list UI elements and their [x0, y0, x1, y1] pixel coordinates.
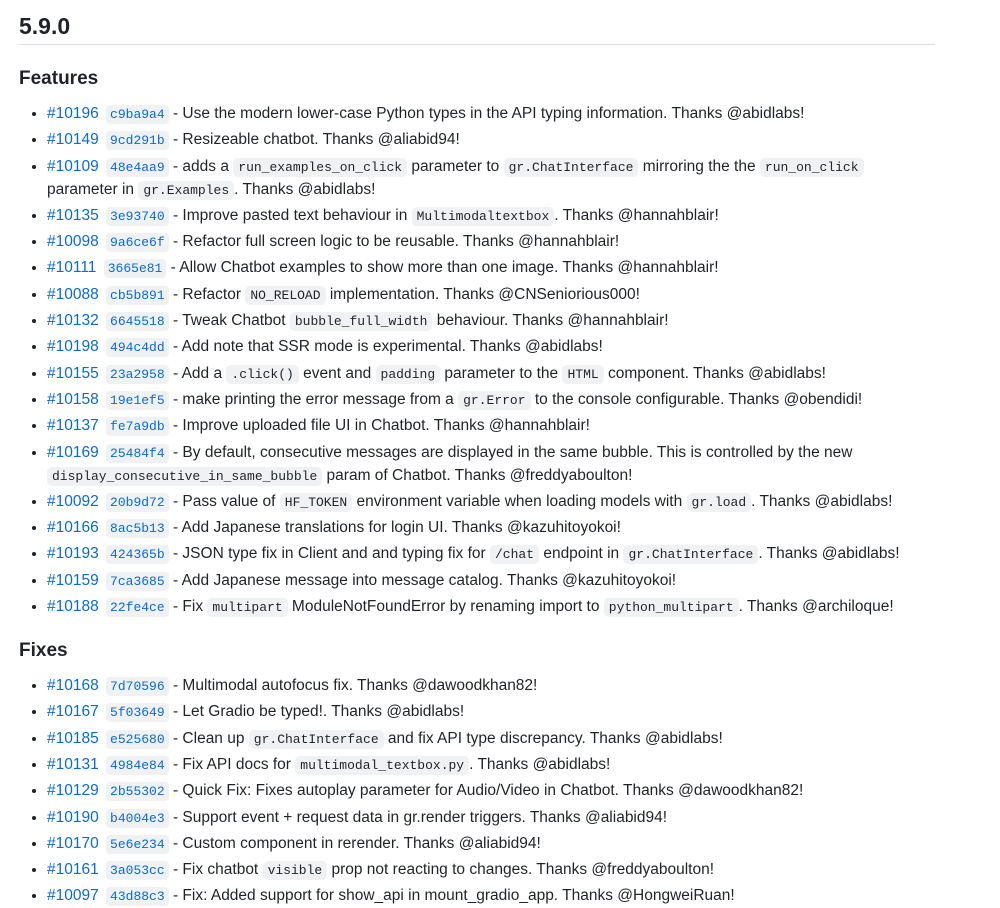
list-item: [47, 491, 1000, 514]
commit-link[interactable]: 4984e84: [106, 756, 169, 775]
inline-code: run_on_click: [760, 158, 864, 177]
item-text: parameter to the: [440, 364, 563, 382]
list-item: [47, 363, 1000, 386]
item-text: - Let Gradio be typed!. Thanks @abidlabs!: [168, 703, 465, 721]
item-text: environment variable when loading models with: [352, 492, 687, 510]
item-text: - Refactor full screen logic to be reusable. Thanks @hannahblair!: [168, 233, 620, 251]
inline-code: gr.ChatInterface: [623, 545, 758, 564]
commit-link[interactable]: 5f03649: [106, 703, 169, 722]
fixes-list: [19, 675, 1000, 908]
list-item: [47, 103, 1000, 126]
pr-link[interactable]: #10166: [47, 519, 99, 537]
inline-code: python_multipart: [604, 598, 739, 617]
list-item: [47, 675, 1000, 698]
list-item: [47, 807, 1000, 830]
pr-link[interactable]: #10092: [47, 492, 99, 510]
commit-link[interactable]: 2b55302: [106, 782, 169, 801]
item-text: endpoint in: [539, 545, 624, 563]
item-text: ModuleNotFoundError by renaming import to: [287, 598, 604, 616]
commit-link[interactable]: 8ac5b13: [106, 519, 169, 538]
commit-link[interactable]: 3665e81: [104, 259, 167, 278]
pr-link[interactable]: #10155: [47, 364, 99, 382]
item-text: . Thanks @abidlabs!: [751, 492, 893, 510]
list-item: [47, 336, 1000, 359]
item-text: - Add a: [168, 364, 227, 382]
features-heading: Features: [19, 68, 99, 89]
item-text: - Improve pasted text behaviour in: [168, 206, 412, 224]
item-text: mirroring the the: [638, 157, 760, 175]
list-item: [47, 442, 1000, 488]
item-text: - Support event + request data in gr.render triggers. Thanks @aliabid94!: [168, 808, 668, 826]
commit-link[interactable]: 7ca3685: [106, 572, 169, 591]
inline-code: multimodal_textbox.py: [295, 756, 469, 775]
pr-link[interactable]: #10098: [47, 233, 99, 251]
item-text: - Improve uploaded file UI in Chatbot. Thanks @hannahblair!: [168, 417, 590, 435]
inline-code: run_examples_on_click: [233, 158, 407, 177]
fixes-heading: Fixes: [19, 640, 68, 662]
features-list: [19, 103, 1000, 619]
pr-link[interactable]: #10131: [47, 755, 99, 773]
item-text: - Pass value of: [168, 492, 280, 510]
commit-link[interactable]: fe7a9db: [106, 417, 169, 436]
item-text: . Thanks @abidlabs!: [758, 545, 900, 563]
commit-link[interactable]: 9a6ce6f: [106, 233, 169, 252]
pr-link[interactable]: #10198: [47, 338, 99, 356]
commit-link[interactable]: c9ba9a4: [106, 105, 169, 124]
list-item: [47, 780, 1000, 803]
inline-code: multipart: [207, 598, 287, 617]
list-item: [47, 257, 1000, 280]
commit-link[interactable]: 3e93740: [106, 207, 169, 226]
inline-code: bubble_full_width: [290, 312, 433, 331]
inline-code: gr.Examples: [138, 181, 234, 200]
inline-code: /chat: [490, 545, 539, 564]
list-item: [47, 129, 1000, 152]
item-text: - Fix: [168, 598, 208, 616]
item-text: - Add note that SSR mode is experimental. Thanks @abidlabs!: [168, 338, 603, 356]
item-text: - Fix: Added support for show_api in mount_gradio_app. Thanks @HongweiRuan!: [168, 887, 735, 905]
item-text: - Clean up: [168, 729, 249, 747]
list-item: [47, 310, 1000, 333]
list-item: [47, 517, 1000, 540]
list-item: [47, 543, 1000, 566]
inline-code: padding: [376, 365, 441, 384]
pr-link[interactable]: #10111: [47, 259, 97, 277]
list-item: [47, 728, 1000, 751]
pr-link[interactable]: #10196: [47, 105, 99, 122]
item-text: - Add Japanese translations for login UI. Thanks @kazuhitoyokoi!: [168, 519, 621, 537]
item-text: - Custom component in rerender. Thanks @aliabid94!: [168, 834, 541, 852]
commit-link[interactable]: 19e1ef5: [106, 391, 169, 410]
list-item: [47, 570, 1000, 593]
pr-link[interactable]: #10097: [47, 887, 99, 905]
list-item: [47, 885, 1000, 908]
inline-code: HF_TOKEN: [280, 493, 352, 512]
item-text: - Tweak Chatbot: [168, 312, 290, 330]
inline-code: visible: [263, 861, 328, 880]
list-item: [47, 284, 1000, 307]
pr-link[interactable]: #10188: [47, 598, 99, 616]
item-text: . Thanks @hannahblair!: [554, 206, 719, 224]
item-text: and fix API type discrepancy. Thanks @abidlabs!: [383, 729, 723, 747]
commit-link[interactable]: b4004e3: [106, 809, 169, 828]
item-text: - JSON type fix in Client and and typing fix for: [168, 545, 490, 563]
pr-link[interactable]: #10167: [47, 703, 99, 721]
commit-link[interactable]: 25484f4: [106, 444, 169, 463]
item-text: component. Thanks @abidlabs!: [603, 364, 826, 382]
pr-link[interactable]: #10109: [47, 157, 99, 175]
item-text: - Quick Fix: Fixes autoplay parameter for Audio/Video in Chatbot. Thanks @dawoodkhan82!: [168, 782, 804, 800]
inline-code: gr.ChatInterface: [504, 158, 639, 177]
inline-code: NO_RELOAD: [245, 286, 325, 305]
list-item: [47, 415, 1000, 438]
item-text: - Add Japanese message into message catalog. Thanks @kazuhitoyokoi!: [168, 571, 677, 589]
item-text: . Thanks @abidlabs!: [469, 755, 611, 773]
item-text: - Resizeable chatbot. Thanks @aliabid94!: [168, 131, 460, 149]
inline-code: gr.ChatInterface: [249, 730, 384, 749]
list-item: [47, 205, 1000, 228]
commit-link[interactable]: 5e6e234: [106, 835, 169, 854]
item-text: - Refactor: [168, 285, 246, 303]
commit-link[interactable]: 48e4aa9: [106, 158, 169, 177]
inline-code: Multimodaltextbox: [412, 207, 555, 226]
list-item: [47, 231, 1000, 254]
item-text: . Thanks @abidlabs!: [234, 180, 376, 198]
list-item: [47, 596, 1000, 619]
item-text: - By default, consecutive messages are displayed in the same bubble. This is controlled by the new: [168, 443, 853, 461]
item-text: - make printing the error message from a: [168, 390, 459, 408]
inline-code: HTML: [562, 365, 603, 384]
commit-link[interactable]: 494c4dd: [106, 338, 169, 357]
item-text: to the console configurable. Thanks @obendidi!: [530, 390, 863, 408]
pr-link[interactable]: #10137: [47, 417, 99, 435]
inline-code: gr.Error: [458, 391, 530, 410]
pr-link[interactable]: #10088: [47, 285, 99, 303]
pr-link[interactable]: #10190: [47, 808, 99, 826]
item-text: parameter to: [407, 157, 504, 175]
item-text: param of Chatbot. Thanks @freddyaboulton!: [322, 466, 633, 484]
commit-link[interactable]: e525680: [106, 730, 169, 749]
commit-link[interactable]: 3a053cc: [106, 861, 169, 880]
pr-link[interactable]: #10161: [47, 861, 99, 879]
commit-link[interactable]: 9cd291b: [106, 131, 169, 150]
pr-link[interactable]: #10129: [47, 782, 99, 800]
item-text: - Fix chatbot: [168, 861, 263, 879]
item-text: - Multimodal autofocus fix. Thanks @dawoodkhan82!: [168, 677, 538, 695]
commit-link[interactable]: 7d70596: [106, 677, 169, 696]
commit-link[interactable]: 424365b: [106, 545, 169, 564]
commit-link[interactable]: 43d88c3: [106, 887, 169, 906]
pr-link[interactable]: #10170: [47, 834, 99, 852]
pr-link[interactable]: #10158: [47, 390, 99, 408]
inline-code: .click(): [226, 365, 298, 384]
list-item: [47, 389, 1000, 412]
item-text: - Use the modern lower-case Python types in the API typing information. Thanks @abidlabs!: [168, 105, 805, 122]
item-text: prop not reacting to changes. Thanks @freddyaboulton!: [327, 861, 715, 879]
pr-link[interactable]: #10149: [47, 131, 99, 149]
pr-link[interactable]: #10185: [47, 729, 99, 747]
item-text: . Thanks @archiloque!: [738, 598, 894, 616]
inline-code: gr.load: [687, 493, 752, 512]
inline-code: display_consecutive_in_same_bubble: [47, 467, 322, 486]
list-item: [47, 701, 1000, 724]
commit-link[interactable]: 22fe4ce: [106, 598, 169, 617]
commit-link[interactable]: cb5b891: [106, 286, 169, 305]
item-text: parameter in: [47, 180, 139, 198]
pr-link[interactable]: #10168: [47, 677, 99, 695]
list-item: [47, 156, 1000, 202]
pr-link[interactable]: #10159: [47, 571, 99, 589]
item-text: - Allow Chatbot examples to show more than one image. Thanks @hannahblair!: [166, 259, 719, 277]
pr-link[interactable]: #10135: [47, 206, 99, 224]
list-item: [47, 754, 1000, 777]
list-item: [47, 833, 1000, 856]
version-title: 5.9.0: [19, 0, 935, 45]
commit-link[interactable]: 6645518: [106, 312, 169, 331]
item-text: behaviour. Thanks @hannahblair!: [432, 312, 669, 330]
item-text: - Fix API docs for: [168, 755, 296, 773]
commit-link[interactable]: 23a2958: [106, 365, 169, 384]
pr-link[interactable]: #10169: [47, 443, 99, 461]
item-text: event and: [298, 364, 376, 382]
commit-link[interactable]: 20b9d72: [106, 493, 169, 512]
pr-link[interactable]: #10132: [47, 312, 99, 330]
list-item: [47, 859, 1000, 882]
pr-link[interactable]: #10193: [47, 545, 99, 563]
item-text: - adds a: [168, 157, 234, 175]
item-text: implementation. Thanks @CNSeniorious000!: [325, 285, 640, 303]
